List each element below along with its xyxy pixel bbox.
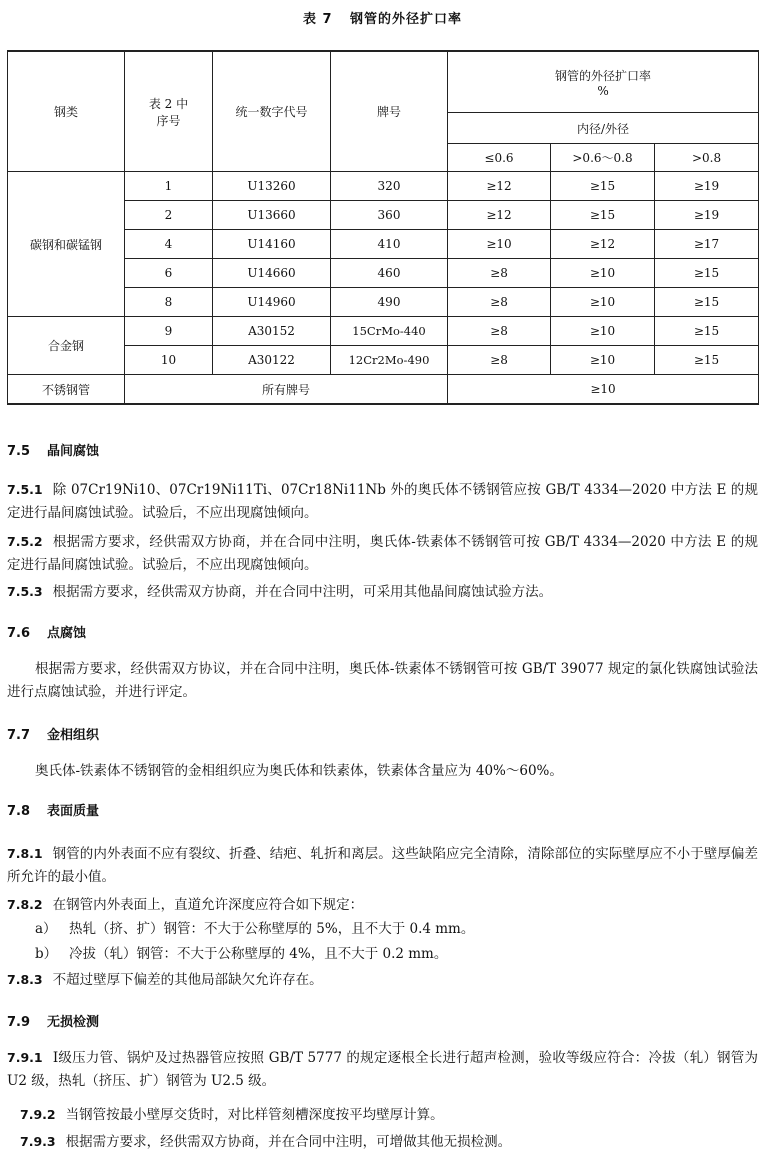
cell-seq: 10 [125, 346, 213, 375]
cell-code: U14660 [213, 259, 331, 288]
section-number: 7.5 [7, 444, 31, 459]
cell-code: U14160 [213, 230, 331, 259]
cell-r1: ≥12 [448, 201, 551, 230]
section-heading [7, 440, 758, 463]
cell-r2: ≥10 [551, 346, 655, 375]
cell-code: A30122 [213, 346, 331, 375]
cell-code: U13660 [213, 201, 331, 230]
clause-7-9-3 [20, 1130, 758, 1154]
clause-number: 7.5.2 [7, 534, 43, 549]
clause-number: 7.9.3 [20, 1134, 56, 1149]
list-item-b [7, 943, 765, 966]
header-range-1: ≤0.6 [448, 144, 551, 172]
cell-grade: 12Cr2Mo-490 [331, 346, 448, 375]
cell-r3: ≥15 [655, 288, 759, 317]
cell-seq: 2 [125, 201, 213, 230]
cell-r2: ≥10 [551, 288, 655, 317]
flaring-rate-table [7, 50, 759, 405]
table-title [0, 8, 765, 27]
cell-code: A30152 [213, 317, 331, 346]
clause-7-8-3 [7, 968, 758, 992]
cell-seq: 4 [125, 230, 213, 259]
cell-r3: ≥19 [655, 201, 759, 230]
clause-7-5-2 [7, 530, 758, 577]
group-stainless: 不锈钢管 [8, 375, 125, 405]
clause-text: 根据需方要求，经供需双方协商，并在合同中注明，可采用其他晶间腐蚀试验方法。 [52, 584, 553, 600]
cell-r1: ≥12 [448, 172, 551, 201]
section-heading [7, 622, 758, 645]
table-row-stainless [8, 375, 759, 405]
cell-seq: 9 [125, 317, 213, 346]
clause-text: 根据需方要求，经供需双方协商，并在合同中注明，可增做其他无损检测。 [65, 1134, 512, 1150]
section-heading [7, 1011, 758, 1034]
cell-grade: 490 [331, 288, 448, 317]
cell-r3: ≥17 [655, 230, 759, 259]
header-range-2: >0.6～0.8 [551, 144, 655, 172]
clause-text: 除 07Cr19Ni10、07Cr19Ni11Ti、07Cr18Ni11Nb 外的奥氏体不锈钢管应按 GB/T 4334—2020 中方法 E 的规定进行晶间腐蚀试验。试验后，不应出现腐蚀倾向。 [7, 482, 758, 521]
cell-seq: 1 [125, 172, 213, 201]
clause-number: 7.9.2 [20, 1107, 56, 1122]
cell-r3: ≥19 [655, 172, 759, 201]
section-title: 点腐蚀 [47, 626, 87, 641]
section-title: 金相组织 [47, 728, 100, 743]
section-7-9 [7, 1011, 758, 1034]
section-number: 7.6 [7, 626, 31, 641]
cell-r2: ≥10 [551, 317, 655, 346]
clause-7-9-1 [7, 1046, 758, 1093]
section-7-8 [7, 800, 758, 823]
list-label: a） [35, 921, 57, 937]
clause-text: Ⅰ级压力管、锅炉及过热器管应按照 GB/T 5777 的规定逐根全长进行超声检测，验收等级应符合：冷拔（轧）钢管为 U2 级，热轧（挤压、扩）钢管为 U2.5 级。 [7, 1050, 758, 1089]
list-text: 冷拔（轧）钢管：不大于公称壁厚的 4%，且不大于 0.2 mm。 [69, 946, 448, 962]
section-7-6 [7, 622, 758, 645]
clause-number: 7.8.2 [7, 897, 43, 912]
cell-r3: ≥15 [655, 317, 759, 346]
cell-r2: ≥10 [551, 259, 655, 288]
cell-code: U13260 [213, 172, 331, 201]
clause-text: 在钢管内外表面上，直道允许深度应符合如下规定： [52, 897, 364, 913]
header-rate-line2: % [597, 83, 609, 98]
section-number: 7.8 [7, 804, 31, 819]
cell-grade: 460 [331, 259, 448, 288]
section-title: 晶间腐蚀 [47, 444, 100, 459]
cell-seq: 6 [125, 259, 213, 288]
header-rate [448, 51, 759, 113]
section-heading [7, 724, 758, 747]
group-alloy: 合金钢 [8, 317, 125, 375]
section-title: 表面质量 [47, 804, 100, 819]
clause-7-9-2 [20, 1103, 758, 1127]
cell-r3: ≥15 [655, 346, 759, 375]
header-rate-line1: 钢管的外径扩口率 [555, 68, 652, 83]
cell-r1: ≥8 [448, 346, 551, 375]
cell-r1: ≥8 [448, 259, 551, 288]
table-row [8, 317, 759, 346]
header-code: 统一数字代号 [213, 51, 331, 172]
clause-number: 7.8.3 [7, 972, 43, 987]
clause-7-8-1 [7, 842, 758, 889]
section-number: 7.9 [7, 1015, 31, 1030]
list-label: b） [35, 946, 58, 962]
cell-r2: ≥12 [551, 230, 655, 259]
cell-r1: ≥10 [448, 230, 551, 259]
clause-number: 7.5.1 [7, 482, 43, 497]
clause-text: 不超过壁厚下偏差的其他局部缺欠允许存在。 [52, 972, 323, 988]
section-heading [7, 800, 758, 823]
cell-r1: ≥8 [448, 288, 551, 317]
cell-grade: 360 [331, 201, 448, 230]
table-title-label: 表 7 [302, 12, 333, 27]
table-title-text: 钢管的外径扩口率 [350, 12, 463, 27]
cell-grade: 320 [331, 172, 448, 201]
table-row [8, 172, 759, 201]
header-range-3: >0.8 [655, 144, 759, 172]
clause-text: 根据需方要求，经供需双方协商，并在合同中注明，奥氏体-铁素体不锈钢管可按 GB/T 4334—2020 中方法 E 的规定进行晶间腐蚀试验。试验后，不应出现腐蚀倾向。 [7, 534, 758, 573]
section-title: 无损检测 [47, 1015, 100, 1030]
list-item-a [7, 918, 765, 941]
section-7-7 [7, 724, 758, 747]
clause-number: 7.8.1 [7, 846, 43, 861]
clause-text: 钢管的内外表面不应有裂纹、折叠、结疤、轧折和离层。这些缺陷应完全清除，清除部位的实际壁厚应不小于壁厚偏差所允许的最小值。 [7, 846, 758, 885]
cell-r1: ≥8 [448, 317, 551, 346]
cell-all-grades: 所有牌号 [125, 375, 448, 405]
cell-stainless-value: ≥10 [448, 375, 759, 405]
clause-7-8-2 [7, 893, 758, 917]
paragraph-7-7: 奥氏体-铁素体不锈钢管的金相组织应为奥氏体和铁素体，铁素体含量应为 40%～60%。 [35, 763, 563, 779]
cell-grade: 410 [331, 230, 448, 259]
header-steel-class: 钢类 [8, 51, 125, 172]
cell-code: U14960 [213, 288, 331, 317]
cell-grade: 15CrMo-440 [331, 317, 448, 346]
clause-7-5-3 [7, 580, 758, 604]
cell-seq: 8 [125, 288, 213, 317]
clause-7-5-1 [7, 478, 758, 525]
section-7-5 [7, 440, 758, 463]
header-ratio: 内径/外径 [448, 113, 759, 144]
header-grade: 牌号 [331, 51, 448, 172]
header-seq-line1: 表 2 中 [148, 96, 189, 111]
group-carbon: 碳钢和碳锰钢 [8, 172, 125, 317]
clause-text: 当钢管按最小壁厚交货时，对比样管刻槽深度按平均壁厚计算。 [65, 1107, 444, 1123]
cell-r2: ≥15 [551, 172, 655, 201]
header-seq-line2: 序号 [156, 113, 181, 128]
header-seq [125, 51, 213, 172]
list-text: 热轧（挤、扩）钢管：不大于公称壁厚的 5%，且不大于 0.4 mm。 [69, 921, 475, 937]
section-number: 7.7 [7, 728, 31, 743]
cell-r3: ≥15 [655, 259, 759, 288]
clause-number: 7.5.3 [7, 584, 43, 599]
paragraph-7-6: 根据需方要求，经供需双方协议，并在合同中注明，奥氏体-铁素体不锈钢管可按 GB/T 39077 规定的氯化铁腐蚀试验法进行点腐蚀试验，并进行评定。 [7, 661, 758, 700]
cell-r2: ≥15 [551, 201, 655, 230]
clause-number: 7.9.1 [7, 1050, 43, 1065]
